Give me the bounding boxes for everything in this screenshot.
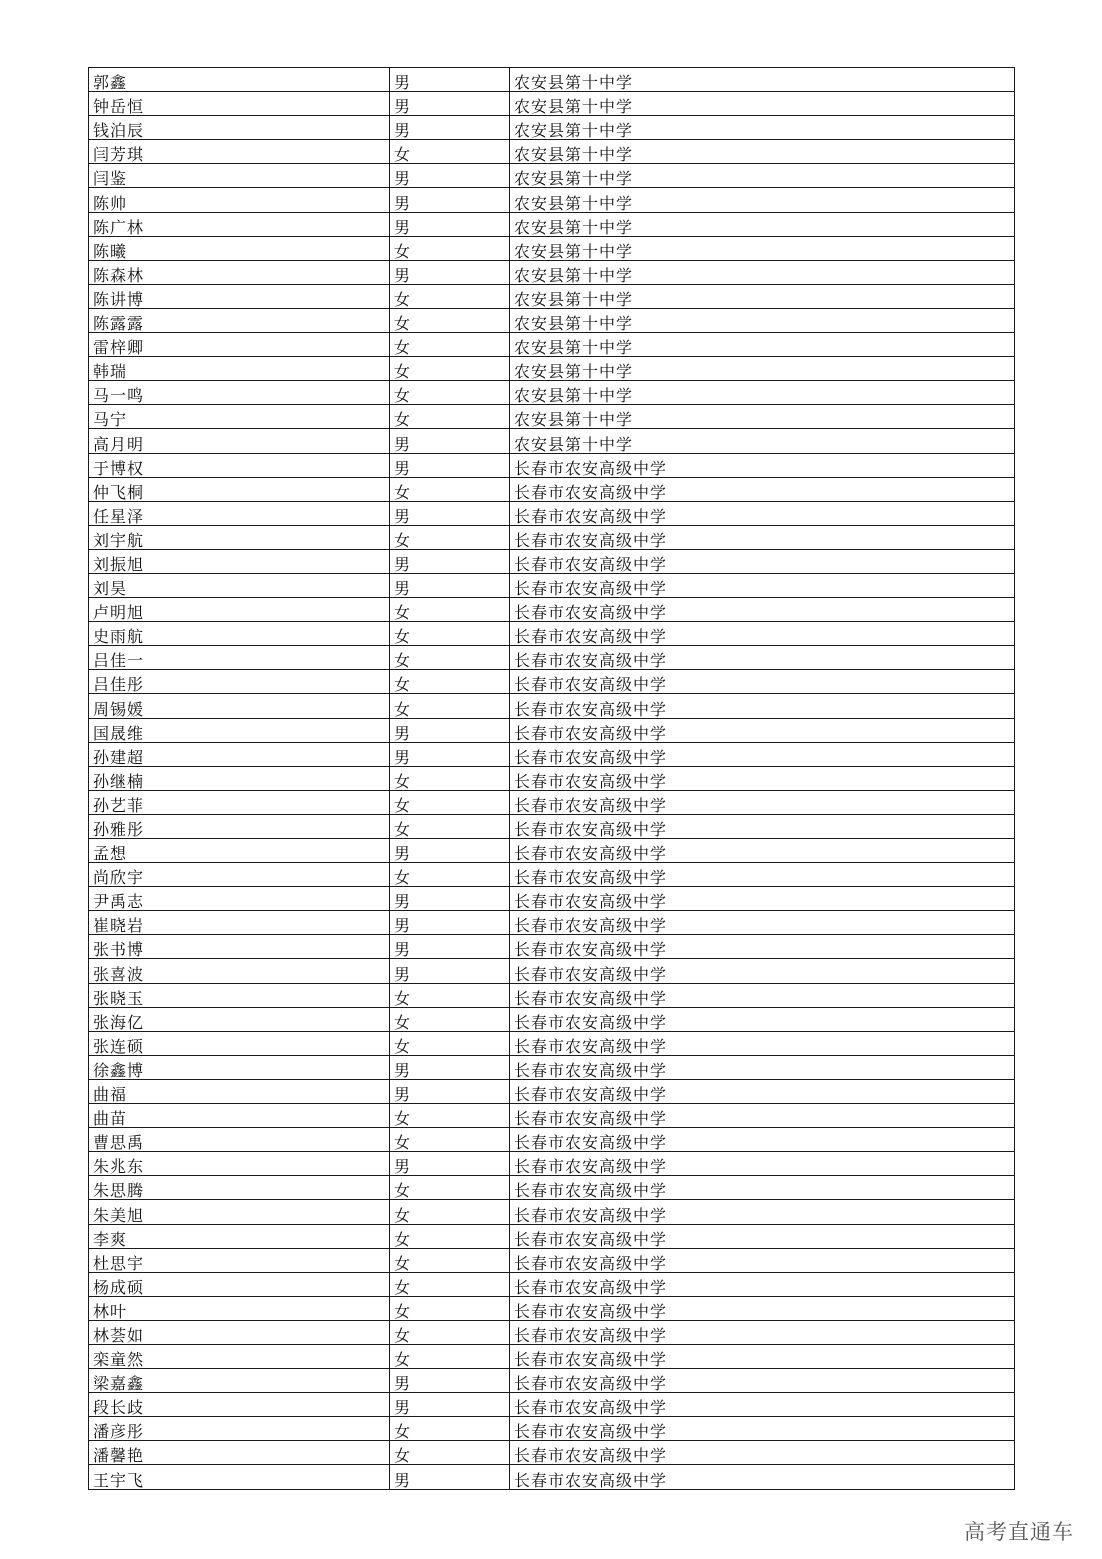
table-row [89,333,1015,357]
table-row [89,188,1015,212]
student-name-cell: 李爽 [89,1224,390,1248]
gender-cell: 男 [390,1369,510,1393]
student-name-cell: 高月明 [89,429,390,453]
school-cell: 长春市农安高级中学 [510,1152,1015,1176]
school-cell: 长春市农安高级中学 [510,1417,1015,1441]
table-row [89,1417,1015,1441]
gender-cell: 女 [390,405,510,429]
gender-cell: 女 [390,140,510,164]
table-row [89,1272,1015,1296]
student-name-cell: 尚欣宇 [89,863,390,887]
student-name-cell: 任星泽 [89,501,390,525]
table-row [89,670,1015,694]
school-cell: 长春市农安高级中学 [510,573,1015,597]
gender-cell: 男 [390,92,510,116]
school-cell: 长春市农安高级中学 [510,863,1015,887]
school-cell: 长春市农安高级中学 [510,501,1015,525]
school-cell: 长春市农安高级中学 [510,959,1015,983]
gender-cell: 女 [390,333,510,357]
student-name-cell: 曹思禹 [89,1128,390,1152]
school-cell: 长春市农安高级中学 [510,1200,1015,1224]
table-row [89,1369,1015,1393]
school-cell: 长春市农安高级中学 [510,911,1015,935]
student-name-cell: 曲福 [89,1079,390,1103]
table-row [89,357,1015,381]
table-row [89,911,1015,935]
table-row [89,453,1015,477]
school-cell: 农安县第十中学 [510,212,1015,236]
student-name-cell: 梁嘉鑫 [89,1369,390,1393]
gender-cell: 女 [390,1007,510,1031]
student-name-cell: 陈广林 [89,212,390,236]
school-cell: 长春市农安高级中学 [510,525,1015,549]
gender-cell: 男 [390,429,510,453]
watermark-text: 高考直通车 [964,1520,1074,1544]
gender-cell: 男 [390,212,510,236]
student-name-cell: 崔晓岩 [89,911,390,935]
student-name-cell: 孙雅彤 [89,814,390,838]
gender-cell: 女 [390,1441,510,1465]
gender-cell: 男 [390,1465,510,1489]
school-cell: 长春市农安高级中学 [510,935,1015,959]
school-cell: 农安县第十中学 [510,429,1015,453]
school-cell: 长春市农安高级中学 [510,1055,1015,1079]
table-row [89,1128,1015,1152]
student-name-cell: 刘昊 [89,573,390,597]
school-cell: 长春市农安高级中学 [510,1272,1015,1296]
student-name-cell: 钟岳恒 [89,92,390,116]
table-row [89,1152,1015,1176]
gender-cell: 男 [390,453,510,477]
gender-cell: 女 [390,1224,510,1248]
table-row [89,1079,1015,1103]
table-row [89,525,1015,549]
table-row [89,598,1015,622]
gender-cell: 男 [390,887,510,911]
table-row [89,1320,1015,1344]
gender-cell: 男 [390,501,510,525]
gender-cell: 女 [390,1200,510,1224]
school-cell: 长春市农安高级中学 [510,1224,1015,1248]
gender-cell: 女 [390,1344,510,1368]
student-name-cell: 张书博 [89,935,390,959]
table-row [89,1007,1015,1031]
table-row [89,1200,1015,1224]
table-row [89,718,1015,742]
student-roster-table [88,67,1015,1490]
gender-cell: 男 [390,1393,510,1417]
table-row [89,1055,1015,1079]
table-row [89,477,1015,501]
school-cell: 农安县第十中学 [510,381,1015,405]
gender-cell: 女 [390,814,510,838]
student-name-cell: 栾童然 [89,1344,390,1368]
school-cell: 长春市农安高级中学 [510,646,1015,670]
school-cell: 农安县第十中学 [510,164,1015,188]
gender-cell: 女 [390,1104,510,1128]
school-cell: 长春市农安高级中学 [510,1369,1015,1393]
student-name-cell: 杨成硕 [89,1272,390,1296]
gender-cell: 女 [390,622,510,646]
school-cell: 长春市农安高级中学 [510,453,1015,477]
student-name-cell: 陈露露 [89,308,390,332]
school-cell: 长春市农安高级中学 [510,1079,1015,1103]
school-cell: 长春市农安高级中学 [510,742,1015,766]
school-cell: 长春市农安高级中学 [510,1441,1015,1465]
school-cell: 长春市农安高级中学 [510,887,1015,911]
gender-cell: 女 [390,525,510,549]
gender-cell: 男 [390,1152,510,1176]
table-row [89,140,1015,164]
table-row [89,959,1015,983]
table-row [89,1248,1015,1272]
roster-body [89,68,1015,1490]
gender-cell: 男 [390,959,510,983]
school-cell: 长春市农安高级中学 [510,622,1015,646]
student-name-cell: 孙继楠 [89,766,390,790]
student-name-cell: 陈曦 [89,236,390,260]
gender-cell: 男 [390,718,510,742]
gender-cell: 女 [390,670,510,694]
student-name-cell: 潘馨艳 [89,1441,390,1465]
student-name-cell: 吕佳彤 [89,670,390,694]
student-name-cell: 国晟维 [89,718,390,742]
gender-cell: 女 [390,694,510,718]
gender-cell: 女 [390,1296,510,1320]
student-name-cell: 雷梓卿 [89,333,390,357]
student-name-cell: 马宁 [89,405,390,429]
school-cell: 长春市农安高级中学 [510,1296,1015,1320]
table-row [89,1465,1015,1489]
school-cell: 农安县第十中学 [510,357,1015,381]
table-row [89,260,1015,284]
gender-cell: 男 [390,68,510,92]
table-row [89,790,1015,814]
gender-cell: 男 [390,260,510,284]
student-name-cell: 林荟如 [89,1320,390,1344]
table-row [89,1296,1015,1320]
gender-cell: 女 [390,1272,510,1296]
student-name-cell: 郭鑫 [89,68,390,92]
table-row [89,381,1015,405]
table-row [89,1031,1015,1055]
student-name-cell: 朱思腾 [89,1176,390,1200]
table-row [89,839,1015,863]
table-row [89,863,1015,887]
student-name-cell: 张喜波 [89,959,390,983]
student-name-cell: 潘彦彤 [89,1417,390,1441]
table-row [89,887,1015,911]
student-name-cell: 吕佳一 [89,646,390,670]
gender-cell: 男 [390,839,510,863]
student-name-cell: 刘宇航 [89,525,390,549]
school-cell: 长春市农安高级中学 [510,718,1015,742]
student-name-cell: 陈森林 [89,260,390,284]
gender-cell: 男 [390,911,510,935]
gender-cell: 男 [390,549,510,573]
student-name-cell: 卢明旭 [89,598,390,622]
table-row [89,814,1015,838]
gender-cell: 男 [390,188,510,212]
school-cell: 长春市农安高级中学 [510,1031,1015,1055]
table-row [89,766,1015,790]
table-row [89,1344,1015,1368]
student-name-cell: 闫鉴 [89,164,390,188]
gender-cell: 女 [390,1320,510,1344]
school-cell: 农安县第十中学 [510,92,1015,116]
table-row [89,622,1015,646]
gender-cell: 男 [390,935,510,959]
gender-cell: 女 [390,1248,510,1272]
student-name-cell: 闫芳琪 [89,140,390,164]
gender-cell: 女 [390,646,510,670]
gender-cell: 女 [390,381,510,405]
student-name-cell: 史雨航 [89,622,390,646]
table-row [89,284,1015,308]
school-cell: 长春市农安高级中学 [510,1465,1015,1489]
table-row [89,501,1015,525]
student-name-cell: 徐鑫博 [89,1055,390,1079]
gender-cell: 女 [390,1031,510,1055]
school-cell: 长春市农安高级中学 [510,766,1015,790]
school-cell: 长春市农安高级中学 [510,1248,1015,1272]
student-name-cell: 杜思宇 [89,1248,390,1272]
student-name-cell: 孙建超 [89,742,390,766]
gender-cell: 男 [390,573,510,597]
student-name-cell: 周锡媛 [89,694,390,718]
student-name-cell: 于博权 [89,453,390,477]
school-cell: 农安县第十中学 [510,405,1015,429]
gender-cell: 女 [390,1176,510,1200]
student-name-cell: 刘振旭 [89,549,390,573]
school-cell: 农安县第十中学 [510,188,1015,212]
school-cell: 长春市农安高级中学 [510,983,1015,1007]
gender-cell: 女 [390,598,510,622]
table-row [89,164,1015,188]
table-row [89,212,1015,236]
school-cell: 长春市农安高级中学 [510,1344,1015,1368]
table-row [89,983,1015,1007]
gender-cell: 女 [390,1128,510,1152]
school-cell: 农安县第十中学 [510,68,1015,92]
student-name-cell: 张海亿 [89,1007,390,1031]
table-row [89,1224,1015,1248]
table-row [89,646,1015,670]
table-row [89,1393,1015,1417]
gender-cell: 女 [390,1417,510,1441]
school-cell: 农安县第十中学 [510,284,1015,308]
school-cell: 长春市农安高级中学 [510,694,1015,718]
student-name-cell: 尹禹志 [89,887,390,911]
gender-cell: 男 [390,164,510,188]
student-name-cell: 钱泊辰 [89,116,390,140]
school-cell: 长春市农安高级中学 [510,1393,1015,1417]
school-cell: 农安县第十中学 [510,308,1015,332]
student-name-cell: 韩瑞 [89,357,390,381]
school-cell: 长春市农安高级中学 [510,1128,1015,1152]
gender-cell: 女 [390,477,510,501]
gender-cell: 男 [390,116,510,140]
student-name-cell: 朱兆东 [89,1152,390,1176]
school-cell: 长春市农安高级中学 [510,549,1015,573]
table-row [89,1441,1015,1465]
school-cell: 长春市农安高级中学 [510,1007,1015,1031]
gender-cell: 女 [390,790,510,814]
gender-cell: 女 [390,236,510,260]
student-name-cell: 陈讲博 [89,284,390,308]
gender-cell: 女 [390,284,510,308]
table-row [89,236,1015,260]
gender-cell: 女 [390,308,510,332]
student-name-cell: 段长歧 [89,1393,390,1417]
student-name-cell: 陈帅 [89,188,390,212]
school-cell: 长春市农安高级中学 [510,1320,1015,1344]
school-cell: 长春市农安高级中学 [510,477,1015,501]
table-row [89,694,1015,718]
student-name-cell: 孟想 [89,839,390,863]
student-name-cell: 林叶 [89,1296,390,1320]
student-name-cell: 朱美旭 [89,1200,390,1224]
gender-cell: 男 [390,742,510,766]
school-cell: 长春市农安高级中学 [510,598,1015,622]
school-cell: 长春市农安高级中学 [510,790,1015,814]
table-row [89,549,1015,573]
student-name-cell: 仲飞桐 [89,477,390,501]
school-cell: 长春市农安高级中学 [510,814,1015,838]
table-row [89,742,1015,766]
school-cell: 长春市农安高级中学 [510,1104,1015,1128]
school-cell: 农安县第十中学 [510,140,1015,164]
gender-cell: 女 [390,863,510,887]
table-row [89,116,1015,140]
student-name-cell: 张晓玉 [89,983,390,1007]
school-cell: 长春市农安高级中学 [510,670,1015,694]
student-name-cell: 张连硕 [89,1031,390,1055]
table-row [89,1176,1015,1200]
student-name-cell: 马一鸣 [89,381,390,405]
table-row [89,68,1015,92]
gender-cell: 女 [390,357,510,381]
school-cell: 农安县第十中学 [510,116,1015,140]
student-name-cell: 孙艺菲 [89,790,390,814]
school-cell: 长春市农安高级中学 [510,839,1015,863]
table-row [89,92,1015,116]
student-name-cell: 曲苗 [89,1104,390,1128]
school-cell: 长春市农安高级中学 [510,1176,1015,1200]
table-row [89,405,1015,429]
school-cell: 农安县第十中学 [510,260,1015,284]
gender-cell: 男 [390,1079,510,1103]
table-row [89,935,1015,959]
table-row [89,1104,1015,1128]
gender-cell: 女 [390,766,510,790]
gender-cell: 男 [390,1055,510,1079]
gender-cell: 女 [390,983,510,1007]
school-cell: 农安县第十中学 [510,236,1015,260]
table-row [89,573,1015,597]
school-cell: 农安县第十中学 [510,333,1015,357]
table-row [89,429,1015,453]
student-name-cell: 王宇飞 [89,1465,390,1489]
table-row [89,308,1015,332]
